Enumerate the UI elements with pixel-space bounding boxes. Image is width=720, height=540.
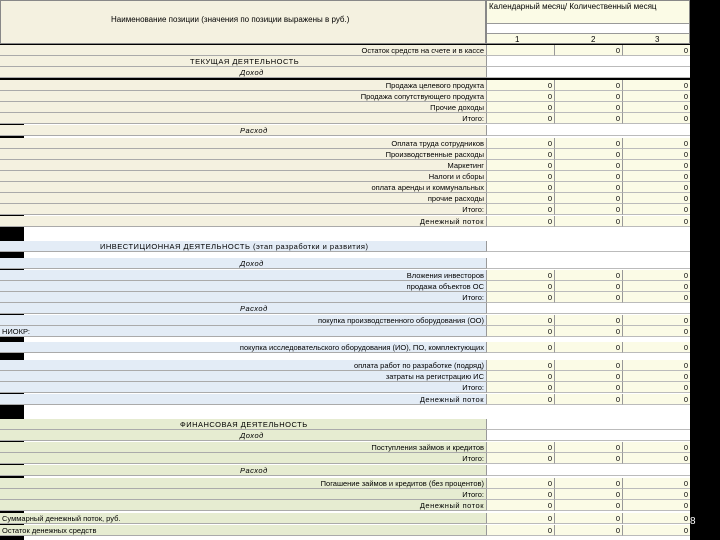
row-label: Итого: bbox=[0, 453, 486, 464]
table-row bbox=[0, 525, 690, 536]
row-label: Итого: bbox=[0, 489, 486, 500]
value-cell-month-2[interactable]: 0 bbox=[554, 342, 622, 353]
row-label: НИОКР: bbox=[0, 326, 486, 337]
position-title: Наименование позиции (значения по позиции выражены в руб.) bbox=[111, 15, 350, 24]
empty-cells bbox=[486, 419, 690, 430]
table-row bbox=[0, 91, 690, 102]
value-cell-month-3[interactable]: 0 bbox=[622, 489, 690, 500]
row-label: Доход bbox=[0, 67, 486, 78]
row-label: Погашение займов и кредитов (без процентов) bbox=[0, 478, 486, 489]
value-cell-month-1[interactable]: 0 bbox=[486, 315, 554, 326]
value-cell-month-1[interactable]: 0 bbox=[486, 160, 554, 171]
row-label: Расход bbox=[0, 303, 486, 314]
value-cell-month-1[interactable]: 0 bbox=[486, 442, 554, 453]
table-row bbox=[0, 478, 690, 489]
row-label: Итого: bbox=[0, 204, 486, 215]
month-3-header: 3 bbox=[655, 35, 660, 44]
table-row bbox=[0, 315, 690, 326]
row-label: покупка производственного оборудования (ОО) bbox=[0, 315, 486, 326]
row-label: Поступления займов и кредитов bbox=[0, 442, 486, 453]
value-cell-month-2[interactable]: 0 bbox=[554, 525, 622, 536]
month-1-header: 1 bbox=[515, 35, 520, 44]
row-label: Прочие доходы bbox=[0, 102, 486, 113]
value-cell-month-1[interactable]: 0 bbox=[486, 478, 554, 489]
value-cell-month-2[interactable]: 0 bbox=[554, 113, 622, 124]
value-cell-month-2[interactable]: 0 bbox=[554, 193, 622, 204]
table-row bbox=[0, 453, 690, 464]
empty-cells bbox=[486, 56, 690, 67]
position-header bbox=[0, 0, 486, 44]
row-label: Производственные расходы bbox=[0, 149, 486, 160]
value-cell-month-2[interactable]: 0 bbox=[554, 478, 622, 489]
value-cell-month-1[interactable]: 0 bbox=[486, 489, 554, 500]
table-row bbox=[0, 138, 690, 149]
table-row bbox=[0, 241, 690, 252]
row-label: Продажа сопутствующего продукта bbox=[0, 91, 486, 102]
empty-cells bbox=[486, 430, 690, 441]
value-cell-month-3[interactable]: 0 bbox=[622, 91, 690, 102]
row-label: Налоги и сборы bbox=[0, 171, 486, 182]
table-row bbox=[0, 258, 690, 269]
table-row bbox=[0, 382, 690, 393]
table-row bbox=[0, 216, 690, 227]
table-row bbox=[0, 102, 690, 113]
row-label: покупка исследовательского оборудования (ИО), ПО, комплектующих bbox=[0, 342, 486, 353]
value-cell-month-2[interactable]: 0 bbox=[554, 371, 622, 382]
table-row bbox=[0, 113, 690, 124]
value-cell-month-2[interactable]: 0 bbox=[554, 171, 622, 182]
row-label: Остаток денежных средств bbox=[0, 525, 486, 536]
value-cell-month-2[interactable]: 0 bbox=[554, 149, 622, 160]
empty-cells bbox=[486, 67, 690, 78]
row-label: Денежный поток bbox=[0, 216, 486, 227]
period-header bbox=[486, 0, 690, 44]
table-row bbox=[0, 67, 690, 78]
table-row bbox=[0, 182, 690, 193]
value-cell-month-2[interactable]: 0 bbox=[554, 382, 622, 393]
table-row bbox=[0, 204, 690, 215]
value-cell-month-1[interactable]: 0 bbox=[486, 525, 554, 536]
empty-cells bbox=[486, 465, 690, 476]
row-label: Доход bbox=[0, 258, 486, 269]
value-cell-month-2[interactable]: 0 bbox=[554, 292, 622, 303]
row-label: Продажа целевого продукта bbox=[0, 80, 486, 91]
row-label: Итого: bbox=[0, 113, 486, 124]
empty-cells bbox=[486, 125, 690, 136]
table-row bbox=[0, 430, 690, 441]
value-cell-month-1[interactable]: 0 bbox=[486, 394, 554, 405]
value-cell-month-2[interactable]: 0 bbox=[554, 442, 622, 453]
value-cell-month-3[interactable]: 0 bbox=[622, 149, 690, 160]
row-label: оплата работ по разработке (подряд) bbox=[0, 360, 486, 371]
value-cell-month-2[interactable]: 0 bbox=[554, 204, 622, 215]
header-gap-row bbox=[487, 23, 689, 34]
value-cell-month-1[interactable]: 0 bbox=[486, 453, 554, 464]
row-label: Остаток средств на счете и в кассе bbox=[0, 45, 486, 56]
empty-cells bbox=[486, 258, 690, 269]
row-label: Маркетинг bbox=[0, 160, 486, 171]
value-cell-month-3[interactable]: 0 bbox=[622, 270, 690, 281]
row-label: Расход bbox=[0, 125, 486, 136]
value-cell-month-1[interactable]: 0 bbox=[486, 182, 554, 193]
value-cell-month-2[interactable]: 0 bbox=[554, 360, 622, 371]
table-row bbox=[0, 56, 690, 67]
table-row bbox=[0, 342, 690, 353]
value-cell-month-2[interactable]: 0 bbox=[554, 489, 622, 500]
value-cell-month-2[interactable]: 0 bbox=[554, 315, 622, 326]
value-cell-month-3[interactable]: 0 bbox=[622, 371, 690, 382]
row-label: продажа объектов ОС bbox=[0, 281, 486, 292]
value-cell-month-1[interactable]: 0 bbox=[486, 342, 554, 353]
month-2-header: 2 bbox=[591, 35, 596, 44]
value-cell-month-3[interactable]: 0 bbox=[622, 102, 690, 113]
value-cell-month-3[interactable]: 0 bbox=[622, 216, 690, 227]
value-cell-month-1[interactable]: 0 bbox=[486, 113, 554, 124]
value-cell-month-2[interactable]: 0 bbox=[554, 102, 622, 113]
value-cell-month-2[interactable]: 0 bbox=[554, 270, 622, 281]
value-cell-month-1[interactable]: 0 bbox=[486, 171, 554, 182]
row-label: прочие расходы bbox=[0, 193, 486, 204]
value-cell-month-3[interactable]: 0 bbox=[622, 193, 690, 204]
value-cell-month-3[interactable]: 0 bbox=[622, 45, 690, 56]
period-title: Календарный месяц/ Количественный месяц bbox=[489, 2, 657, 11]
empty-cells bbox=[486, 241, 690, 252]
table-row bbox=[0, 360, 690, 371]
value-cell-month-2[interactable]: 0 bbox=[554, 91, 622, 102]
value-cell-month-2[interactable]: 0 bbox=[554, 513, 622, 524]
table-row bbox=[0, 500, 690, 511]
value-cell-month-1[interactable]: 0 bbox=[486, 292, 554, 303]
row-label: Доход bbox=[0, 430, 486, 441]
row-label: Денежный поток bbox=[0, 394, 486, 405]
table-row bbox=[0, 80, 690, 91]
value-cell-month-3[interactable]: 0 bbox=[622, 326, 690, 337]
row-label: Суммарный денежный поток, руб. bbox=[0, 513, 486, 524]
value-cell-month-3[interactable]: 0 bbox=[622, 453, 690, 464]
value-cell-month-1[interactable]: 0 bbox=[486, 80, 554, 91]
value-cell-month-1[interactable]: 0 bbox=[486, 193, 554, 204]
value-cell-month-3[interactable]: 0 bbox=[622, 478, 690, 489]
value-cell-month-2[interactable]: 0 bbox=[554, 326, 622, 337]
value-cell-month-3[interactable]: 0 bbox=[622, 500, 690, 511]
value-cell-month-2[interactable]: 0 bbox=[554, 216, 622, 227]
value-cell-month-3[interactable]: 0 bbox=[622, 113, 690, 124]
value-cell-month-1[interactable]: 0 bbox=[486, 204, 554, 215]
value-cell-month-1[interactable]: 0 bbox=[486, 382, 554, 393]
value-cell-month-2[interactable]: 0 bbox=[554, 500, 622, 511]
value-cell-month-3[interactable]: 0 bbox=[622, 513, 690, 524]
value-cell-month-3[interactable]: 0 bbox=[622, 442, 690, 453]
row-label: ФИНАНСОВАЯ ДЕЯТЕЛЬНОСТЬ bbox=[0, 419, 486, 430]
value-cell-month-2[interactable]: 0 bbox=[554, 394, 622, 405]
value-cell-month-2[interactable]: 0 bbox=[554, 160, 622, 171]
value-cell-month-3[interactable]: 0 bbox=[622, 80, 690, 91]
table-row bbox=[0, 394, 690, 405]
table-row bbox=[0, 125, 690, 136]
table-row bbox=[0, 281, 690, 292]
value-cell-month-1[interactable]: 0 bbox=[486, 326, 554, 337]
value-cell-month-1[interactable]: 0 bbox=[486, 91, 554, 102]
value-cell-month-1[interactable]: 0 bbox=[486, 102, 554, 113]
table-row bbox=[0, 489, 690, 500]
value-cell-month-3[interactable]: 0 bbox=[622, 292, 690, 303]
row-label: ТЕКУЩАЯ ДЕЯТЕЛЬНОСТЬ bbox=[0, 56, 486, 67]
table-row bbox=[0, 149, 690, 160]
table-row bbox=[0, 303, 690, 314]
table-row bbox=[0, 171, 690, 182]
value-cell-month-2[interactable]: 0 bbox=[554, 453, 622, 464]
value-cell-month-2[interactable]: 0 bbox=[554, 138, 622, 149]
value-cell-month-3[interactable]: 0 bbox=[622, 342, 690, 353]
table-row bbox=[0, 419, 690, 430]
empty-cells bbox=[486, 303, 690, 314]
row-label: Оплата труда сотрудников bbox=[0, 138, 486, 149]
value-cell-month-2[interactable]: 0 bbox=[554, 182, 622, 193]
value-cell-month-1[interactable]: 0 bbox=[486, 281, 554, 292]
value-cell-month-1[interactable]: 0 bbox=[486, 500, 554, 511]
value-cell-month-3[interactable]: 0 bbox=[622, 204, 690, 215]
row-label: ИНВЕСТИЦИОННАЯ ДЕЯТЕЛЬНОСТЬ (этап разработки и развития) bbox=[0, 241, 486, 252]
value-cell-month-1[interactable]: 0 bbox=[486, 360, 554, 371]
row-label: Расход bbox=[0, 465, 486, 476]
table-row bbox=[0, 45, 690, 56]
table-row bbox=[0, 465, 690, 476]
value-cell-month-1[interactable]: 0 bbox=[486, 138, 554, 149]
row-label: Итого: bbox=[0, 292, 486, 303]
value-cell-month-3[interactable]: 0 bbox=[622, 138, 690, 149]
table-row bbox=[0, 442, 690, 453]
value-cell-month-3[interactable]: 0 bbox=[622, 360, 690, 371]
value-cell-month-1[interactable]: 0 bbox=[486, 149, 554, 160]
value-cell-month-3[interactable]: 0 bbox=[622, 160, 690, 171]
value-cell-month-2[interactable]: 0 bbox=[554, 45, 622, 56]
row-label: Итого: bbox=[0, 382, 486, 393]
value-cell-month-2[interactable]: 0 bbox=[554, 281, 622, 292]
value-cell-month-3[interactable]: 0 bbox=[622, 171, 690, 182]
value-cell-month-3[interactable]: 0 bbox=[622, 382, 690, 393]
value-cell-month-2[interactable]: 0 bbox=[554, 80, 622, 91]
value-cell-month-3[interactable]: 0 bbox=[622, 394, 690, 405]
row-label: оплата аренды и коммунальных bbox=[0, 182, 486, 193]
value-cell-month-3[interactable]: 0 bbox=[622, 281, 690, 292]
row-label: Денежный поток bbox=[0, 500, 486, 511]
table-row bbox=[0, 193, 690, 204]
value-cell-month-1[interactable]: 0 bbox=[486, 216, 554, 227]
value-cell-month-1[interactable]: 0 bbox=[486, 270, 554, 281]
table-row bbox=[0, 270, 690, 281]
table-row bbox=[0, 326, 690, 337]
right-margin bbox=[690, 0, 720, 540]
value-cell-month-1[interactable] bbox=[486, 45, 554, 56]
page-number: 8 bbox=[690, 516, 696, 527]
row-label: Вложения инвесторов bbox=[0, 270, 486, 281]
table-row bbox=[0, 371, 690, 382]
value-cell-month-1[interactable]: 0 bbox=[486, 371, 554, 382]
row-label: затраты на регистрацию ИС bbox=[0, 371, 486, 382]
value-cell-month-3[interactable]: 0 bbox=[622, 525, 690, 536]
table-row bbox=[0, 292, 690, 303]
table-row bbox=[0, 160, 690, 171]
value-cell-month-1[interactable]: 0 bbox=[486, 513, 554, 524]
value-cell-month-3[interactable]: 0 bbox=[622, 315, 690, 326]
value-cell-month-3[interactable]: 0 bbox=[622, 182, 690, 193]
table-row bbox=[0, 513, 690, 524]
